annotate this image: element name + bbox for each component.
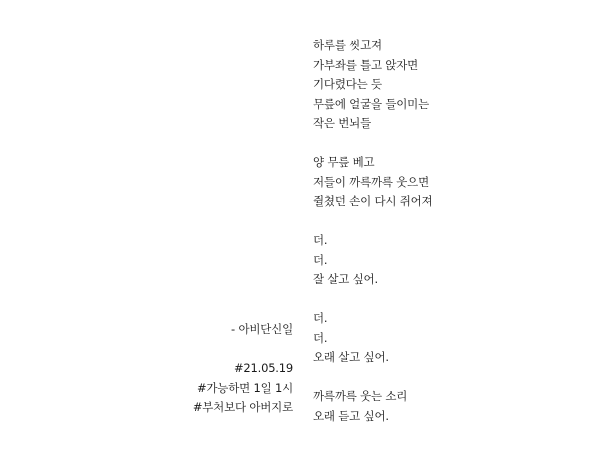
stanza-break: [313, 134, 432, 154]
poem-line: 오래 듣고 싶어.: [313, 408, 389, 423]
poem-line: 까륵까륵 웃는 소리: [313, 389, 408, 403]
hashtag-block: [193, 359, 293, 418]
poem-line: 무릎에 얼굴을 들이미는: [313, 96, 429, 111]
author-block: [231, 320, 293, 340]
poem-line: 더.: [313, 233, 328, 247]
poem-line: 잘 살고 싶어.: [313, 272, 378, 286]
poem: [313, 36, 432, 426]
poem-line: 가부좌를 틀고 앉자면: [313, 57, 419, 72]
stanza-break: [313, 290, 432, 310]
stanza-break: [313, 212, 432, 232]
poem-line: 쥘쳤던 손이 다시 쥐어져: [313, 194, 433, 208]
poem-line: 양 무릎 베고: [313, 155, 375, 169]
date-tag: #21.05.19: [233, 361, 293, 375]
poem-line: 더.: [313, 330, 328, 345]
poem-line: 저들이 까륵까륵 웃으면: [313, 174, 429, 189]
poem-line: 하루를 씻고져: [313, 38, 382, 52]
poem-line: 작은 번뇌들: [313, 116, 371, 130]
poem-line: 오래 살고 싶어.: [313, 350, 389, 364]
hashtag: #부처보다 아버지로: [192, 400, 293, 414]
poem-line: 더.: [313, 311, 328, 325]
stanza-break: [313, 368, 432, 388]
poem-line: 기다렸다는 듯: [313, 77, 382, 91]
poem-line: 더.: [313, 252, 328, 267]
author-signature: - 아비단신일: [231, 322, 293, 336]
hashtag: #가능하면 1일 1시: [196, 380, 293, 395]
